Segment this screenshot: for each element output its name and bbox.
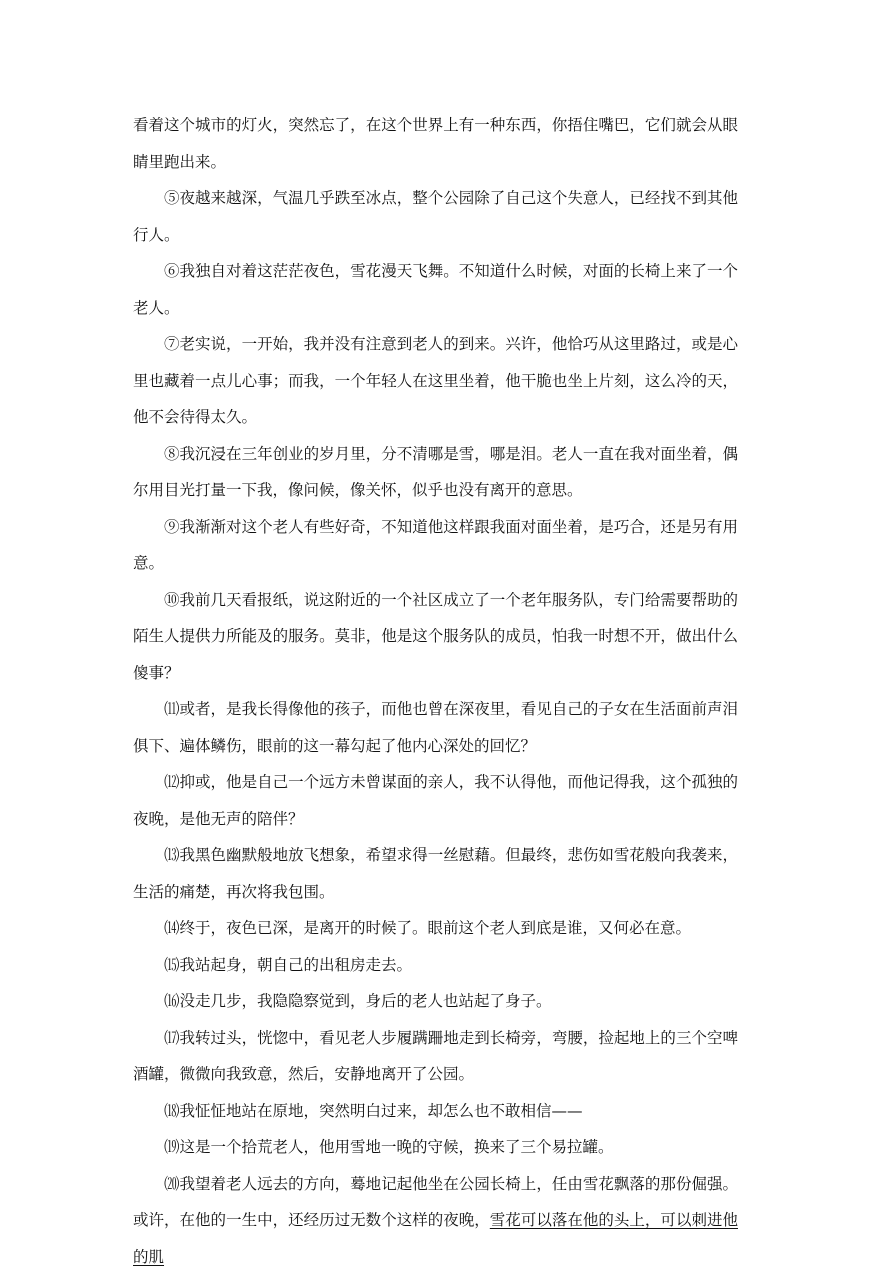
underlined-sentence: 雪花可以落在他的头上，可以刺进他的肌 <box>133 1211 738 1266</box>
paragraph-17: ⒄我转过头，恍惚中，看见老人步履蹒跚地走到长椅旁，弯腰，捡起地上的三个空啤酒罐，微微向我致意，然后，安静地离开了公园。 <box>133 1020 738 1093</box>
paragraph-8: ⑧我沉浸在三年创业的岁月里，分不清哪是雪，哪是泪。老人一直在我对面坐着，偶尔用目光打量一下我，像问候，像关怀，似乎也没有离开的意思。 <box>133 436 738 509</box>
paragraph-15: ⒂我站起身，朝自己的出租房走去。 <box>133 947 738 984</box>
paragraph-10: ⑩我前几天看报纸，说这附近的一个社区成立了一个老年服务队，专门给需要帮助的陌生人提供力所能及的服务。莫非，他是这个服务队的成员，怕我一时想不开，做出什么傻事？ <box>133 582 738 692</box>
paragraph-20 <box>133 1166 738 1275</box>
paragraph-9: ⑨我渐渐对这个老人有些好奇，不知道他这样跟我面对面坐着，是巧合，还是另有用意。 <box>133 509 738 582</box>
paragraph-19: ⒆这是一个拾荒老人，他用雪地一晚的守候，换来了三个易拉罐。 <box>133 1129 738 1166</box>
article-body <box>133 107 738 1275</box>
paragraph-11: ⑾或者，是我长得像他的孩子，而他也曾在深夜里，看见自己的子女在生活面前声泪俱下、遍体鳞伤，眼前的这一幕勾起了他内心深处的回忆？ <box>133 691 738 764</box>
paragraph-16: ⒃没走几步，我隐隐察觉到，身后的老人也站起了身子。 <box>133 983 738 1020</box>
paragraph-continued: 看着这个城市的灯火，突然忘了，在这个世界上有一种东西，你捂住嘴巴，它们就会从眼睛里跑出来。 <box>133 107 738 180</box>
paragraph-14: ⒁终于，夜色已深，是离开的时候了。眼前这个老人到底是谁，又何必在意。 <box>133 910 738 947</box>
paragraph-7: ⑦老实说，一开始，我并没有注意到老人的到来。兴许，他恰巧从这里路过，或是心里也藏着一点儿心事；而我，一个年轻人在这里坐着，他干脆也坐上片刻，这么冷的天，他不会待得太久。 <box>133 326 738 436</box>
paragraph-12: ⑿抑或，他是自己一个远方未曾谋面的亲人，我不认得他，而他记得我，这个孤独的夜晚，是他无声的陪伴？ <box>133 764 738 837</box>
paragraph-18: ⒅我怔怔地站在原地，突然明白过来，却怎么也不敢相信—— <box>133 1093 738 1130</box>
paragraph-13: ⒀我黑色幽默般地放飞想象，希望求得一丝慰藉。但最终，悲伤如雪花般向我袭来，生活的痛楚，再次将我包围。 <box>133 837 738 910</box>
paragraph-20-text: ⒇我望着老人远去的方向，蓦地记起他坐在公园长椅上，任由雪花飘落的那份倔强。或许，在他的一生中，还经历过无数个这样的夜晚， <box>133 1175 738 1230</box>
paragraph-5: ⑤夜越来越深，气温几乎跌至冰点，整个公园除了自己这个失意人，已经找不到其他行人。 <box>133 180 738 253</box>
paragraph-6: ⑥我独自对着这茫茫夜色，雪花漫天飞舞。不知道什么时候，对面的长椅上来了一个老人。 <box>133 253 738 326</box>
